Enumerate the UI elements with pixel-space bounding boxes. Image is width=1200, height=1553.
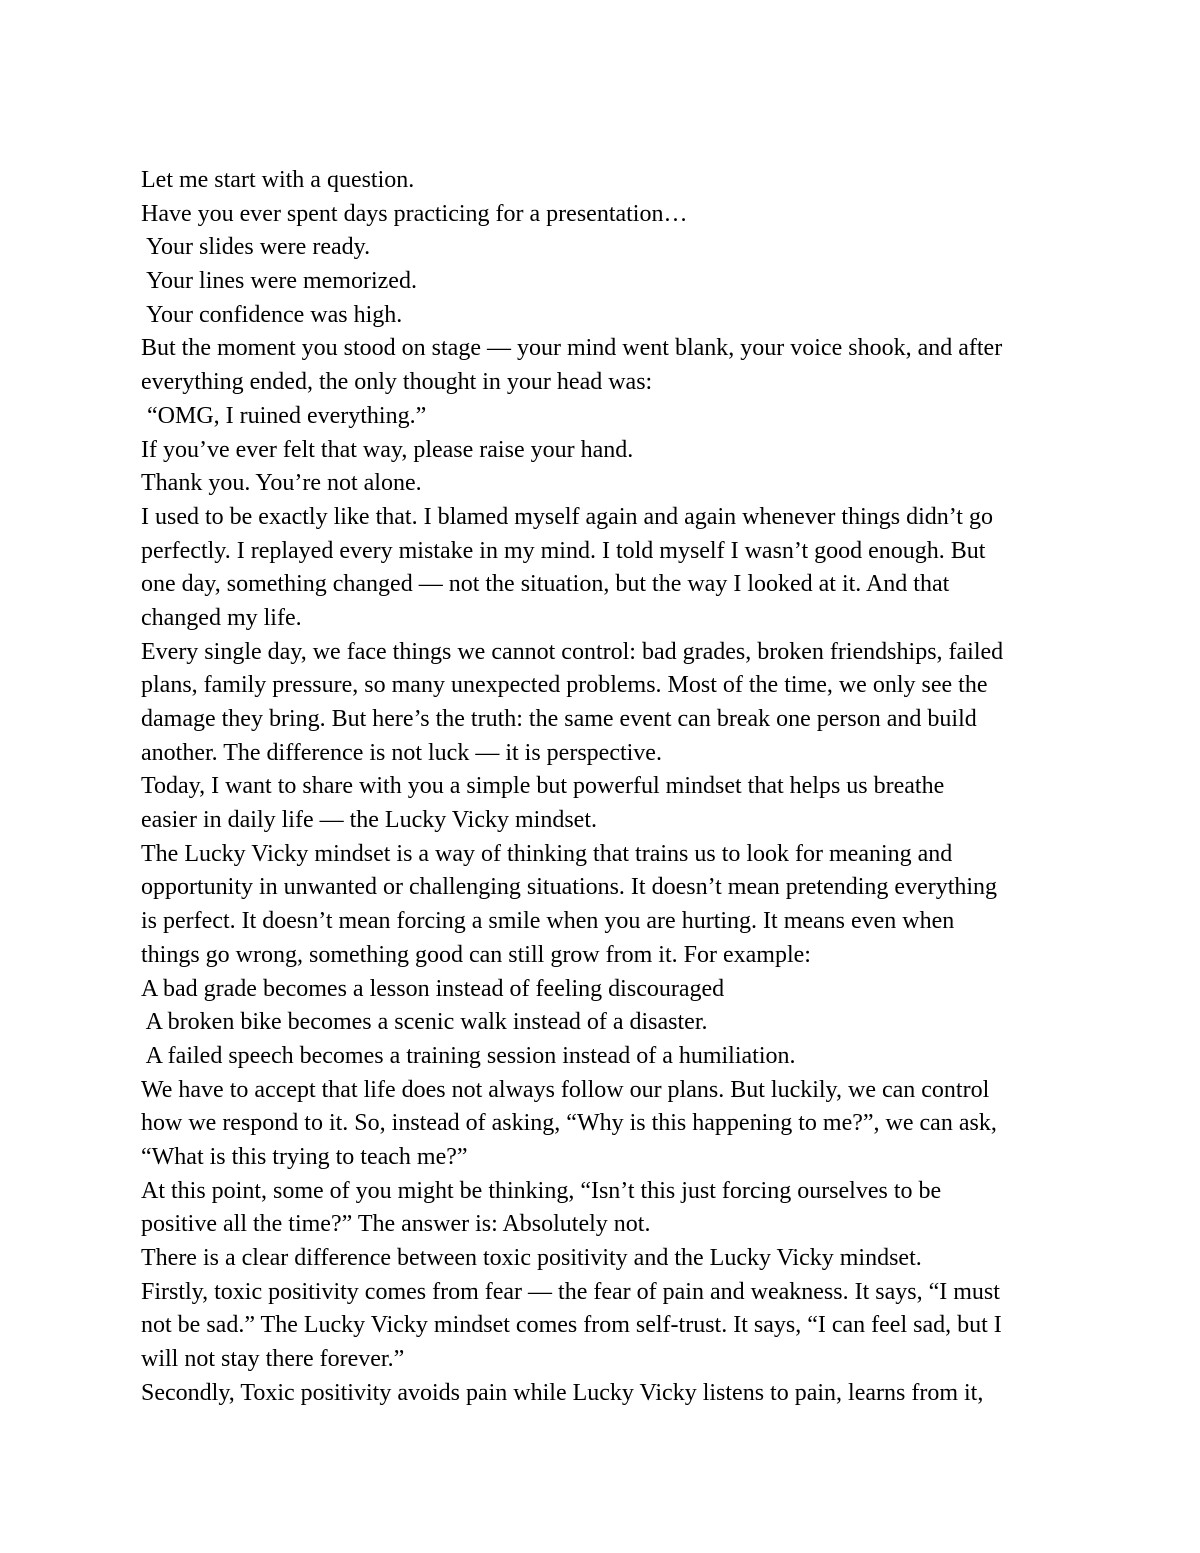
text-line: Your lines were memorized. xyxy=(141,268,417,295)
text-line: damage they bring. But here’s the truth: the same event can break one person and build xyxy=(141,706,977,732)
text-line: If you’ve ever felt that way, please raise your hand. xyxy=(141,436,634,463)
text-line: everything ended, the only thought in your head was: xyxy=(141,369,653,396)
text-line: Every single day, we face things we cannot control: bad grades, broken friendships, failed xyxy=(141,638,1004,665)
text-line: We have to accept that life does not always follow our plans. But luckily, we can control xyxy=(141,1076,990,1103)
text-line: positive all the time?” The answer is: Absolutely not. xyxy=(141,1211,651,1238)
text-line: one day, something changed — not the situation, but the way I looked at it. And that xyxy=(141,571,950,598)
text-line: Firstly, toxic positivity comes from fear — the fear of pain and weakness. It says, “I must xyxy=(141,1278,1000,1305)
text-line: another. The difference is not luck — it is perspective. xyxy=(141,739,662,766)
text-line: Thank you. You’re not alone. xyxy=(141,470,422,497)
text-line: But the moment you stood on stage — your mind went blank, your voice shook, and after xyxy=(141,335,1003,362)
text-line: “OMG, I ruined everything.” xyxy=(141,402,427,429)
text-line: Have you ever spent days practicing for a presentation… xyxy=(141,200,688,227)
document-body xyxy=(141,164,1066,1410)
text-line: opportunity in unwanted or challenging situations. It doesn’t mean pretending everything xyxy=(141,874,998,901)
text-line: things go wrong, something good can still grow from it. For example: xyxy=(141,941,811,968)
text-line: how we respond to it. So, instead of asking, “Why is this happening to me?”, we can ask, xyxy=(141,1110,997,1137)
text-line: At this point, some of you might be thinking, “Isn’t this just forcing ourselves to be xyxy=(141,1177,942,1204)
text-line: changed my life. xyxy=(141,604,302,631)
text-line: A broken bike becomes a scenic walk instead of a disaster. xyxy=(141,1009,708,1036)
text-line: There is a clear difference between toxic positivity and the Lucky Vicky mindset. xyxy=(141,1245,922,1271)
text-line: Your slides were ready. xyxy=(141,234,371,261)
text-line: Your confidence was high. xyxy=(141,301,403,328)
text-line: Today, I want to share with you a simple but powerful mindset that helps us breathe xyxy=(141,773,945,800)
text-line: A bad grade becomes a lesson instead of feeling discouraged xyxy=(141,975,725,1002)
text-line: perfectly. I replayed every mistake in my mind. I told myself I wasn’t good enough. But xyxy=(141,537,986,564)
text-line: plans, family pressure, so many unexpected problems. Most of the time, we only see the xyxy=(141,672,988,699)
text-line: The Lucky Vicky mindset is a way of thinking that trains us to look for meaning and xyxy=(141,840,953,867)
text-line: I used to be exactly like that. I blamed myself again and again whenever things didn’t go xyxy=(141,503,993,530)
text-line: Let me start with a question. xyxy=(141,167,415,193)
text-line: “What is this trying to teach me?” xyxy=(141,1143,468,1170)
text-line: easier in daily life — the Lucky Vicky mindset. xyxy=(141,807,597,834)
text-line: will not stay there forever.” xyxy=(141,1346,405,1373)
text-line: not be sad.” The Lucky Vicky mindset comes from self-trust. It says, “I can feel sad, but I xyxy=(141,1312,1002,1339)
text-line: Secondly, Toxic positivity avoids pain while Lucky Vicky listens to pain, learns from it, xyxy=(141,1379,984,1406)
text-line: A failed speech becomes a training session instead of a humiliation. xyxy=(141,1042,796,1069)
text-line: is perfect. It doesn’t mean forcing a smile when you are hurting. It means even when xyxy=(141,908,955,935)
